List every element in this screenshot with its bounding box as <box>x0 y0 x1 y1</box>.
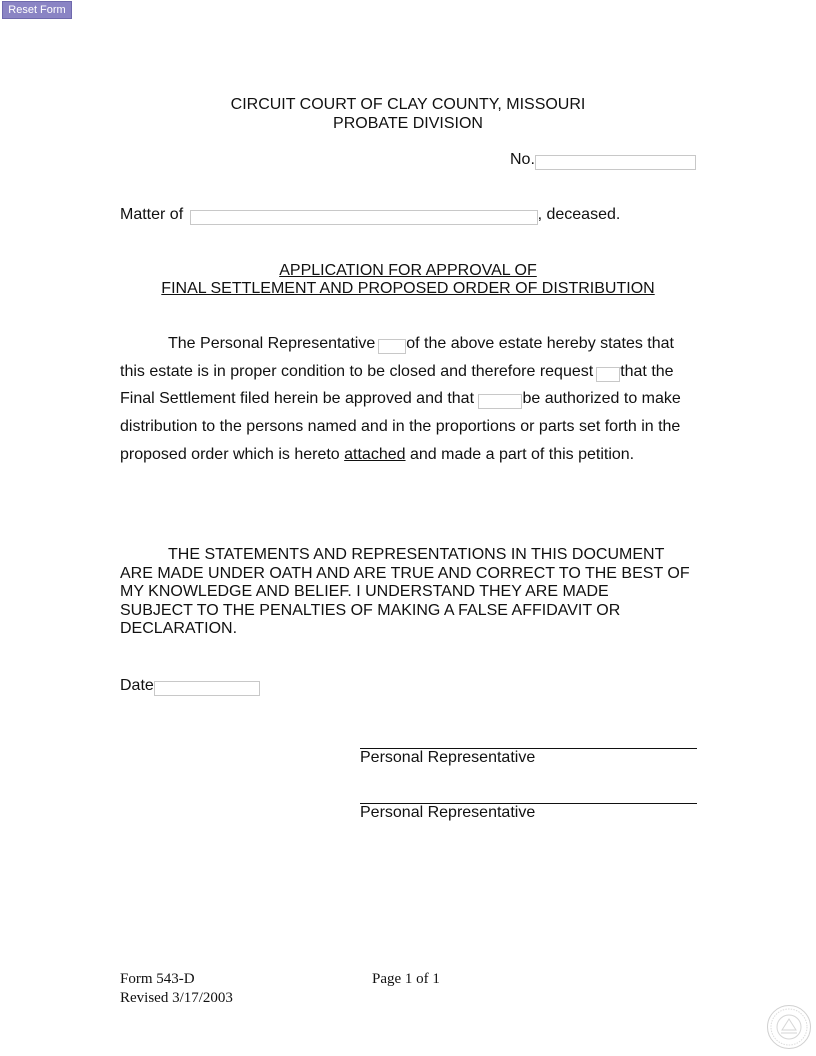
date-row <box>120 677 260 696</box>
body-line-4: distribution to the persons named and in the proportions or parts set forth in the <box>120 418 681 435</box>
deceased-label: , deceased. <box>537 206 621 223</box>
declaration-line: MY KNOWLEDGE AND BELIEF. I UNDERSTAND THEY ARE MADE <box>120 583 609 600</box>
body-line-1 <box>168 330 674 358</box>
declaration <box>120 546 690 639</box>
authorized-party-input[interactable] <box>478 394 522 409</box>
division-name: PROBATE DIVISION <box>333 115 483 132</box>
declaration-line: ARE MADE UNDER OATH AND ARE TRUE AND CORRECT TO THE BEST OF <box>120 564 690 582</box>
title-line-2: FINAL SETTLEMENT AND PROPOSED ORDER OF DISTRIBUTION <box>161 280 655 297</box>
request-plural-input[interactable] <box>596 367 620 382</box>
body-line-5 <box>120 441 634 469</box>
case-number-input[interactable] <box>535 155 696 170</box>
attached-text: attached <box>344 446 406 463</box>
body-line-3 <box>120 385 681 413</box>
declaration-line: DECLARATION. <box>120 620 238 637</box>
form-number: Form 543-D <box>120 971 195 987</box>
body-text: that the <box>620 363 674 380</box>
decedent-name-input[interactable] <box>190 210 538 225</box>
matter-row <box>120 206 620 225</box>
body-text: The Personal Representative <box>168 335 376 352</box>
body-text: be authorized to make <box>522 390 681 407</box>
body-text: this estate is in proper condition to be closed and therefore request <box>120 363 594 380</box>
body-text: of the above estate hereby states that <box>406 335 674 352</box>
court-name: CIRCUIT COURT OF CLAY COUNTY, MISSOURI <box>230 96 586 113</box>
body-line-2 <box>120 358 674 386</box>
declaration-line: SUBJECT TO THE PENALTIES OF MAKING A FALSE AFFIDAVIT OR <box>120 601 621 619</box>
signature-label-1: Personal Representative <box>360 749 536 766</box>
title-line-1: APPLICATION FOR APPROVAL OF <box>279 262 537 279</box>
page-number: Page 1 of 1 <box>372 971 440 987</box>
body-text: Final Settlement filed herein be approved and that <box>120 390 475 407</box>
court-seal-icon <box>766 1004 812 1050</box>
representative-plural-input[interactable] <box>378 339 406 354</box>
body-text: proposed order which is hereto <box>120 446 340 463</box>
date-input[interactable] <box>154 681 260 696</box>
signature-label-2: Personal Representative <box>360 804 536 821</box>
case-number-label: No. <box>510 151 535 168</box>
declaration-line: THE STATEMENTS AND REPRESENTATIONS IN THIS DOCUMENT <box>168 546 665 563</box>
matter-label: Matter of <box>120 206 184 223</box>
reset-form-button[interactable]: Reset Form <box>2 1 72 19</box>
date-label: Date <box>120 677 154 694</box>
revised-date: Revised 3/17/2003 <box>120 990 233 1006</box>
body-text: and made a part of this petition. <box>409 446 635 463</box>
case-number-row <box>510 151 696 170</box>
